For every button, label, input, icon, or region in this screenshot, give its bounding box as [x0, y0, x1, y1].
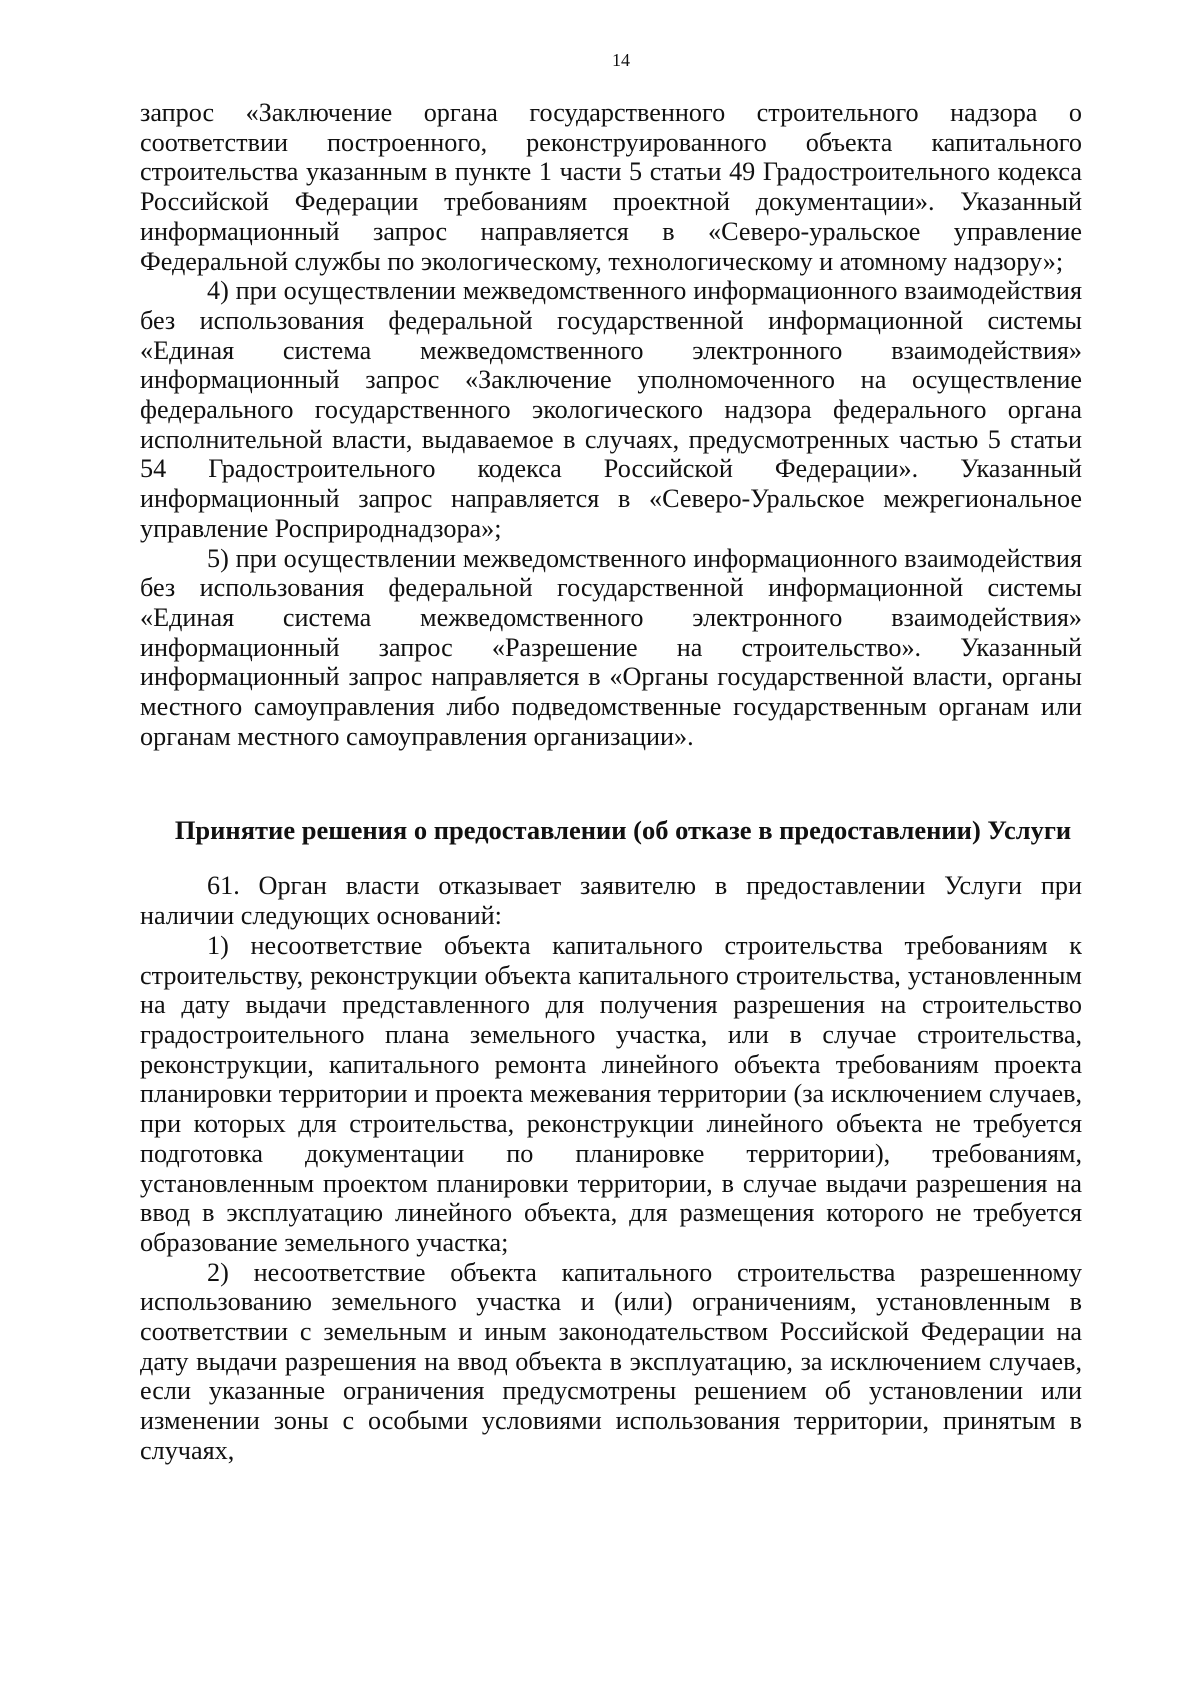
section-heading: Принятие решения о предоставлении (об отказе в предоставлении) Услуги	[174, 815, 1072, 846]
paragraph-61-item-1: 1) несоответствие объекта капитального строительства требованиям к строительству, реконструкции объекта капитального строительства, установленным на дату выдачи представленного для получения разрешения на строительство градостроительного плана земельного участка, или в случае строительства, реконструкции, капитального ремонта линейного объекта требованиям проекта планировки территории и проекта межевания территории (за исключением случаев, при которых для строительства, реконструкции линейного объекта не требуется подготовка документации по планировке территории), требованиям, установленным проектом планировки территории, в случае выдачи разрешения на ввод в эксплуатацию линейного объекта, для размещения которого не требуется образование земельного участка;	[140, 930, 1082, 1257]
paragraph-61: 61. Орган власти отказывает заявителю в предоставлении Услуги при наличии следующих оснований:	[140, 871, 1082, 931]
paragraph-item-5: 5) при осуществлении межведомственного информационного взаимодействия без использования федеральной государственной информационной системы «Единая система межведомственного электронного взаимодействия» информационный запрос «Разрешение на строительство». Указанный информационный запрос направляется в «Органы государственной власти, органы местного самоуправления либо подведомственные государственным органам или органам местного самоуправления организации».	[140, 543, 1082, 751]
paragraph-61-item-2: 2) несоответствие объекта капитального строительства разрешенному использованию земельного участка и (или) ограничениям, установленным в соответствии с земельным и иным законодательством Российской Федерации на дату выдачи разрешения на ввод объекта в эксплуатацию, за исключением случаев, если указанные ограничения предусмотрены решением об установлении или изменении зоны с особыми условиями использования территории, принятым в случаях,	[140, 1257, 1082, 1465]
paragraph-continuation: запрос «Заключение органа государственного строительного надзора о соответствии построенного, реконструированного объекта капитального строительства указанным в пункте 1 части 5 статьи 49 Градостроительного кодекса Российской Федерации требованиям проектной документации». Указанный информационный запрос направляется в «Северо-уральское управление Федеральной службы по экологическому, технологическому и атомному надзору»;	[140, 98, 1082, 276]
page-number: 14	[612, 50, 630, 70]
paragraph-item-4: 4) при осуществлении межведомственного информационного взаимодействия без использования федеральной государственной информационной системы «Единая система межведомственного электронного взаимодействия» информационный запрос «Заключение уполномоченного на осуществление федерального государственного экологического надзора федерального органа исполнительной власти, выдаваемое в случаях, предусмотренных частью 5 статьи 54 Градостроительного кодекса Российской Федерации». Указанный информационный запрос направляется в «Северо-Уральское межрегиональное управление Росприроднадзора»;	[140, 276, 1082, 543]
